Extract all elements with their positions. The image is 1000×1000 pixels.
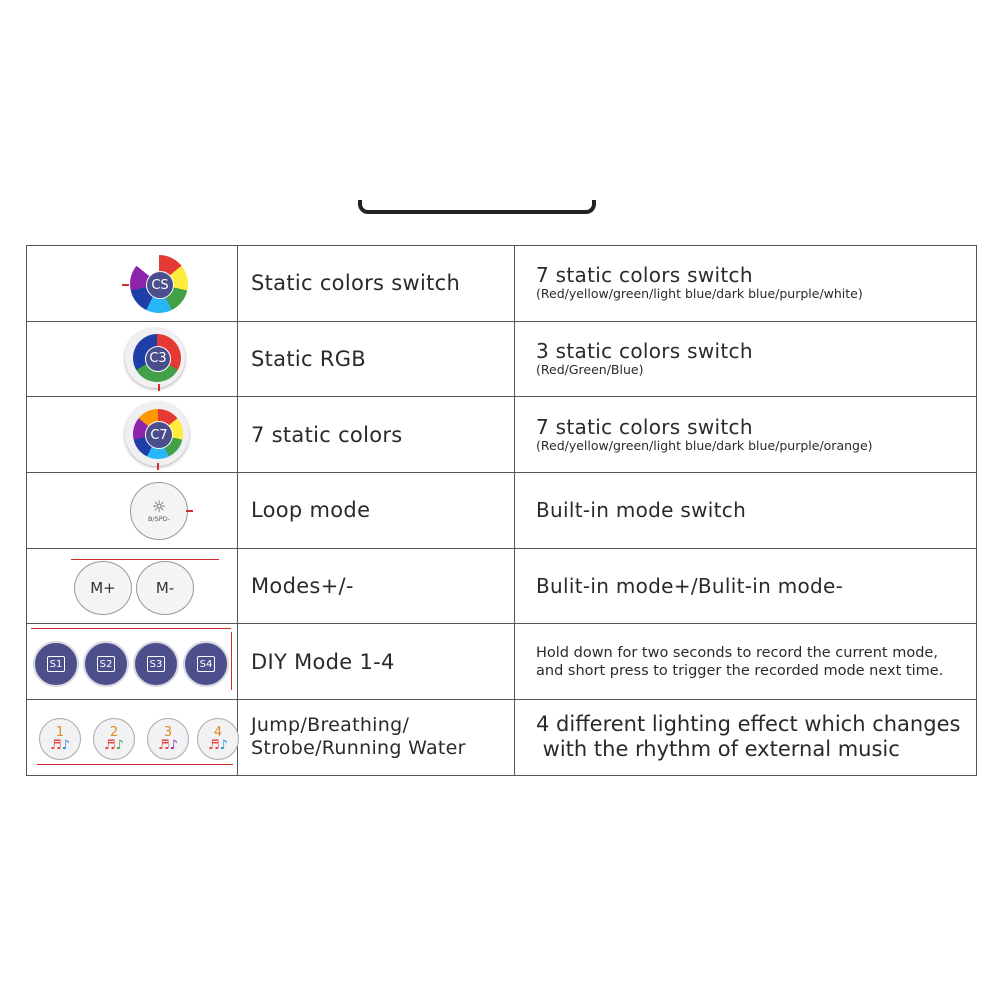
function-desc [515, 397, 977, 473]
desc-main: Built-in mode switch [536, 498, 747, 523]
icon-label: C3 [145, 346, 171, 372]
red-line [37, 764, 233, 765]
house-icon [183, 641, 229, 687]
desc-line: Hold down for two seconds to record the current mode, [536, 644, 938, 661]
function-desc [515, 246, 977, 322]
table-row [27, 321, 977, 397]
function-name: Static colors switch [238, 246, 515, 322]
desc-sub: (Red/yellow/green/light blue/dark blue/purple/orange) [536, 437, 873, 453]
icon-cell [27, 548, 238, 624]
function-desc [515, 473, 977, 549]
table-row [27, 700, 977, 776]
mode-plus-button: M+ [74, 561, 132, 615]
music-mode-button [197, 718, 239, 760]
function-name: 7 static colors [238, 397, 515, 473]
name-line: Jump/Breathing/ [251, 714, 410, 737]
icon-label: S2 [97, 656, 115, 672]
icon-label: S4 [197, 656, 215, 672]
sun-icon: ☼ [151, 496, 167, 516]
red-dash [157, 463, 159, 470]
desc-main: 7 static colors switch [536, 414, 753, 439]
icon-label: B/SPD- [147, 514, 171, 523]
house-icon [83, 641, 129, 687]
icon-cell [27, 246, 238, 322]
mode-number: 4 [213, 724, 223, 740]
mode-minus-button: M- [136, 561, 194, 615]
house-icon [33, 641, 79, 687]
desc-main: Bulit-in mode+/Bulit-in mode- [536, 574, 844, 599]
house-icon [133, 641, 179, 687]
music-note-icon: ♬♪ [104, 737, 124, 753]
icon-cell [27, 624, 238, 700]
desc-main: 7 static colors switch [536, 263, 753, 288]
top-bracket-divider [358, 200, 596, 214]
name-line: Strobe/Running Water [251, 737, 466, 760]
mode-number: 1 [55, 724, 65, 740]
red-dash [122, 284, 129, 286]
c3-button-icon [27, 322, 237, 397]
icon-label: S3 [147, 656, 165, 672]
table-row [27, 397, 977, 473]
red-dash [158, 384, 160, 391]
function-name [238, 700, 515, 776]
icon-cell [27, 700, 238, 776]
desc-main: 3 static colors switch [536, 339, 753, 364]
icon-cell [27, 321, 238, 397]
modes-button-icon [27, 549, 237, 624]
red-line [31, 628, 231, 629]
button-circle [130, 482, 188, 540]
music-mode-button [147, 718, 189, 760]
c7-button-icon [27, 397, 237, 472]
desc-line: 4 different lighting effect which changes [536, 712, 961, 737]
red-dash [186, 510, 193, 512]
desc-sub: (Red/Green/Blue) [536, 362, 644, 378]
function-name: Static RGB [238, 321, 515, 397]
function-desc [515, 548, 977, 624]
red-line [231, 632, 232, 690]
mode-number: 2 [109, 724, 119, 740]
icon-label: S1 [47, 656, 65, 672]
icon-cell [27, 397, 238, 473]
mode-number: 3 [163, 724, 173, 740]
function-name: Loop mode [238, 473, 515, 549]
desc-line: and short press to trigger the recorded mode next time. [536, 662, 944, 679]
music-note-icon: ♬♪ [50, 737, 70, 753]
music-note-icon: ♬♪ [208, 737, 228, 753]
function-desc [515, 700, 977, 776]
red-line [71, 559, 219, 560]
function-name: Modes+/- [238, 548, 515, 624]
diy-buttons-icon [27, 624, 237, 699]
function-table [26, 245, 977, 776]
function-name: DIY Mode 1-4 [238, 624, 515, 700]
music-note-icon: ♬♪ [158, 737, 178, 753]
desc-sub: (Red/yellow/green/light blue/dark blue/purple/white) [536, 286, 863, 302]
function-desc [515, 321, 977, 397]
table-row [27, 246, 977, 322]
icon-label: CS [146, 271, 174, 299]
table-row [27, 473, 977, 549]
music-mode-button [39, 718, 81, 760]
icon-label: C7 [145, 421, 173, 449]
loop-button-icon [27, 473, 237, 548]
icon-cell [27, 473, 238, 549]
function-desc [515, 624, 977, 700]
cs-button-icon [27, 246, 237, 321]
desc-line: with the rhythm of external music [536, 737, 900, 762]
music-mode-button [93, 718, 135, 760]
table-row [27, 548, 977, 624]
table-row [27, 624, 977, 700]
music-buttons-icon [27, 700, 237, 775]
